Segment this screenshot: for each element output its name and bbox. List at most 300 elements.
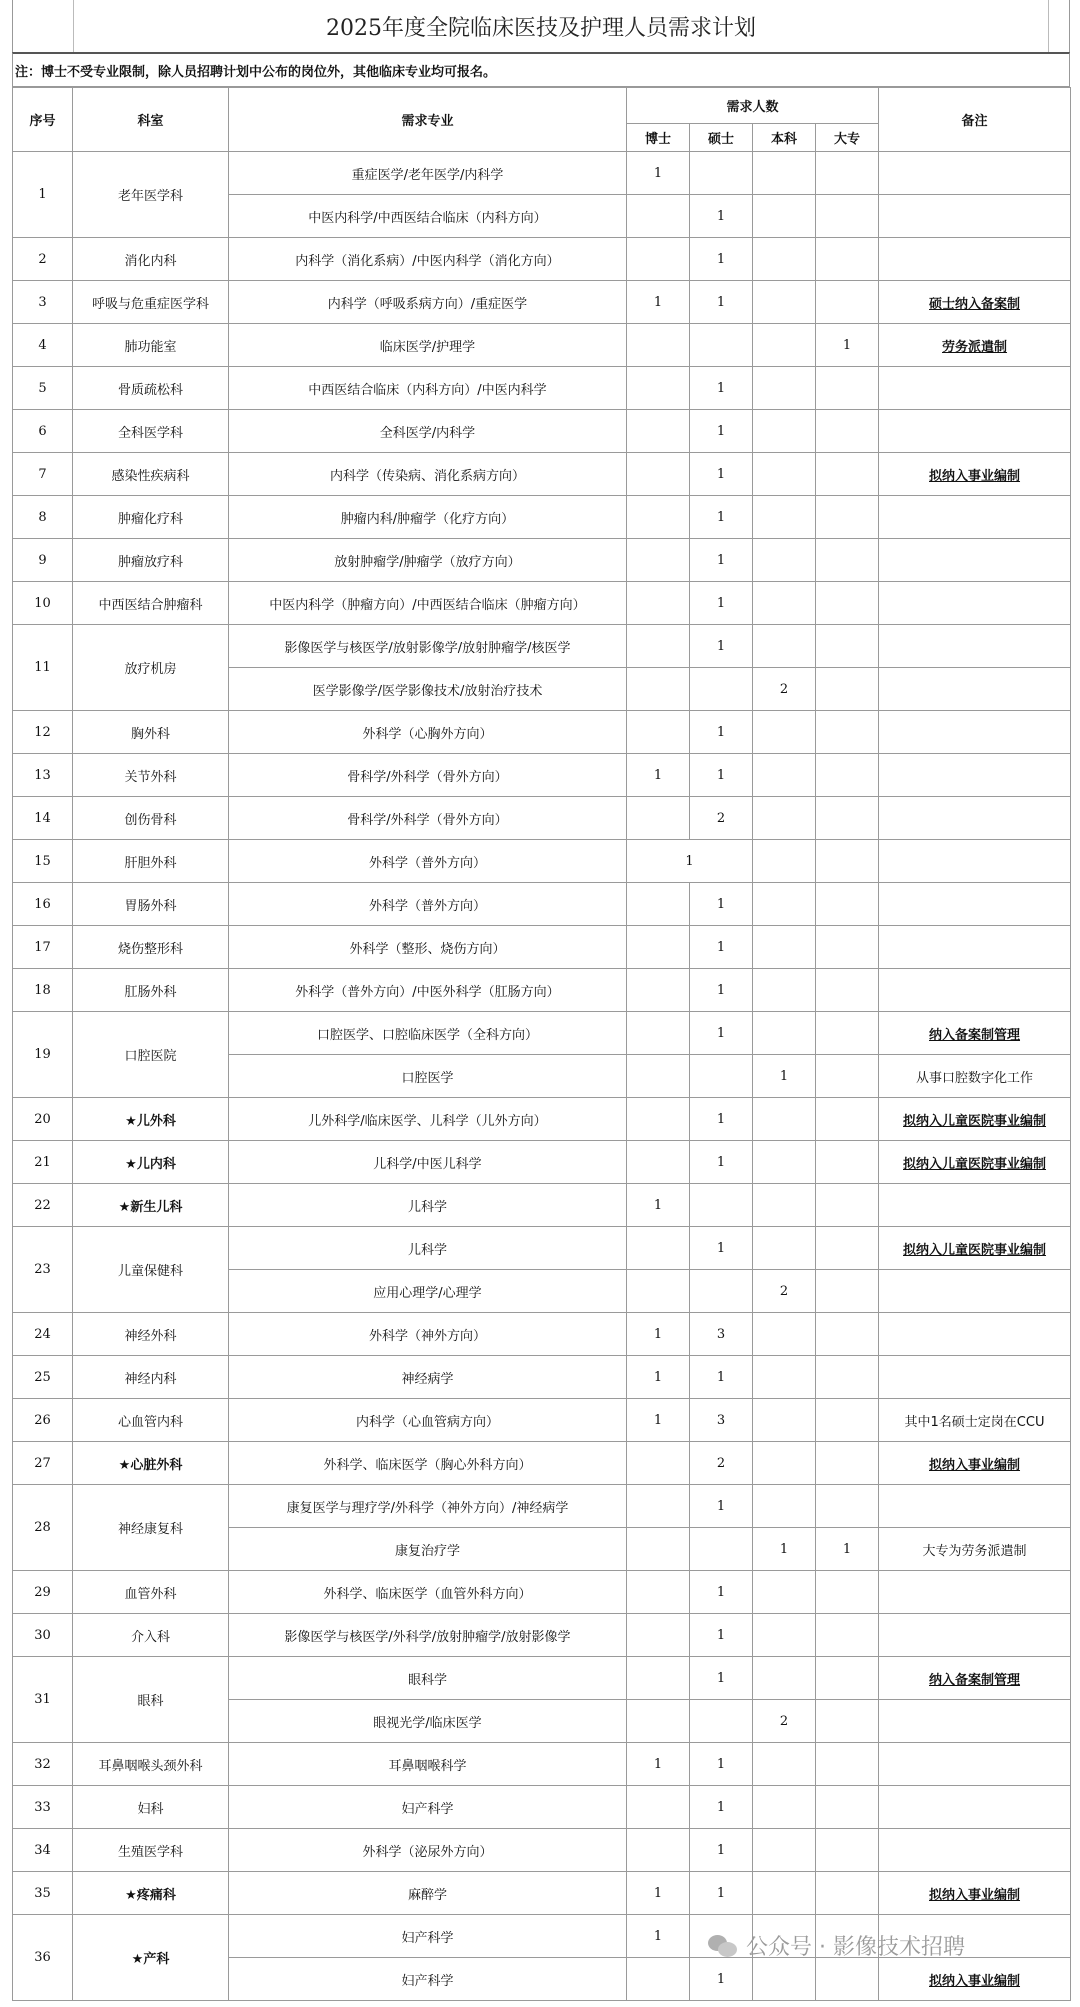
major-cell: 中西医结合临床（内科方向）/中医内科学 bbox=[229, 367, 627, 410]
major-cell: 肿瘤内科/肿瘤学（化疗方向） bbox=[229, 496, 627, 539]
count-cell-master: 1 bbox=[690, 1227, 753, 1270]
count-cell-phd bbox=[627, 582, 690, 625]
remark-cell: 拟纳入事业编制 bbox=[879, 1958, 1071, 2001]
seq-cell: 30 bbox=[13, 1614, 73, 1657]
count-cell-college bbox=[816, 1571, 879, 1614]
table-body bbox=[13, 152, 1071, 2001]
table-row bbox=[13, 1184, 1071, 1227]
remark-cell bbox=[879, 840, 1071, 883]
major-cell: 儿外科学/临床医学、儿科学（儿外方向） bbox=[229, 1098, 627, 1141]
count-cell-college bbox=[816, 883, 879, 926]
header-dept: 科室 bbox=[73, 88, 229, 152]
count-cell-master: 3 bbox=[690, 1399, 753, 1442]
count-cell-college bbox=[816, 797, 879, 840]
major-cell: 眼视光学/临床医学 bbox=[229, 1700, 627, 1743]
dept-cell: 烧伤整形科 bbox=[73, 926, 229, 969]
table-row bbox=[13, 1098, 1071, 1141]
count-cell-phd: 1 bbox=[627, 1356, 690, 1399]
count-cell-bachelor bbox=[753, 410, 816, 453]
dept-cell: 神经康复科 bbox=[73, 1485, 229, 1571]
major-cell: 临床医学/护理学 bbox=[229, 324, 627, 367]
count-cell-bachelor bbox=[753, 1872, 816, 1915]
header-bachelor: 本科 bbox=[753, 124, 816, 152]
count-cell-college bbox=[816, 1141, 879, 1184]
count-cell-phd bbox=[627, 668, 690, 711]
seq-cell: 11 bbox=[13, 625, 73, 711]
count-cell-master: 1 bbox=[690, 1958, 753, 2001]
table-row bbox=[13, 1012, 1071, 1055]
dept-cell: 肺功能室 bbox=[73, 324, 229, 367]
seq-cell: 17 bbox=[13, 926, 73, 969]
count-cell-master bbox=[690, 1055, 753, 1098]
count-cell-college bbox=[816, 1227, 879, 1270]
count-cell-phd: 1 bbox=[627, 281, 690, 324]
count-cell-bachelor bbox=[753, 582, 816, 625]
count-cell-phd: 1 bbox=[627, 1184, 690, 1227]
count-cell-phd bbox=[627, 1657, 690, 1700]
table-row bbox=[13, 367, 1071, 410]
seq-cell: 5 bbox=[13, 367, 73, 410]
count-cell-bachelor bbox=[753, 797, 816, 840]
major-cell: 外科学、临床医学（血管外科方向） bbox=[229, 1571, 627, 1614]
count-cell-phd bbox=[627, 324, 690, 367]
count-cell-bachelor bbox=[753, 367, 816, 410]
dept-cell: 创伤骨科 bbox=[73, 797, 229, 840]
major-cell: 内科学（呼吸系病方向）/重症医学 bbox=[229, 281, 627, 324]
remark-cell bbox=[879, 797, 1071, 840]
count-cell-master: 1 bbox=[690, 453, 753, 496]
remark-cell bbox=[879, 1614, 1071, 1657]
remark-cell bbox=[879, 668, 1071, 711]
count-cell-master: 1 bbox=[690, 496, 753, 539]
count-cell-master: 1 bbox=[690, 625, 753, 668]
seq-cell: 28 bbox=[13, 1485, 73, 1571]
count-cell-college bbox=[816, 1012, 879, 1055]
seq-cell: 4 bbox=[13, 324, 73, 367]
count-cell-college bbox=[816, 152, 879, 195]
major-cell: 口腔医学、口腔临床医学（全科方向） bbox=[229, 1012, 627, 1055]
count-cell-master: 1 bbox=[690, 1614, 753, 1657]
remark-cell bbox=[879, 1485, 1071, 1528]
count-cell-phd bbox=[627, 1614, 690, 1657]
major-cell: 全科医学/内科学 bbox=[229, 410, 627, 453]
count-cell-bachelor bbox=[753, 1829, 816, 1872]
count-cell-bachelor bbox=[753, 1958, 816, 2001]
seq-cell: 23 bbox=[13, 1227, 73, 1313]
dept-cell: ★儿内科 bbox=[73, 1141, 229, 1184]
count-cell-college bbox=[816, 1055, 879, 1098]
major-cell: 内科学（消化系病）/中医内科学（消化方向） bbox=[229, 238, 627, 281]
count-cell-phd: 1 bbox=[627, 1915, 690, 1958]
count-cell-bachelor bbox=[753, 1141, 816, 1184]
count-cell-phd: 1 bbox=[627, 1743, 690, 1786]
dept-cell: 肛肠外科 bbox=[73, 969, 229, 1012]
count-cell-college bbox=[816, 410, 879, 453]
remark-cell bbox=[879, 1700, 1071, 1743]
count-cell-master: 1 bbox=[690, 539, 753, 582]
table-row bbox=[13, 1614, 1071, 1657]
count-cell-bachelor bbox=[753, 539, 816, 582]
dept-cell: 呼吸与危重症医学科 bbox=[73, 281, 229, 324]
major-cell: 儿科学 bbox=[229, 1227, 627, 1270]
count-cell-college: 1 bbox=[816, 1528, 879, 1571]
count-cell-bachelor bbox=[753, 969, 816, 1012]
major-cell: 内科学（传染病、消化系病方向） bbox=[229, 453, 627, 496]
dept-cell: 血管外科 bbox=[73, 1571, 229, 1614]
count-cell-master: 1 bbox=[690, 1829, 753, 1872]
count-cell-bachelor bbox=[753, 926, 816, 969]
major-cell: 儿科学 bbox=[229, 1184, 627, 1227]
table-row bbox=[13, 1786, 1071, 1829]
count-cell-phd bbox=[627, 625, 690, 668]
remark-cell bbox=[879, 1356, 1071, 1399]
remark-cell: 硕士纳入备案制 bbox=[879, 281, 1071, 324]
count-cell-bachelor bbox=[753, 1657, 816, 1700]
major-cell: 外科学（普外方向）/中医外科学（肛肠方向） bbox=[229, 969, 627, 1012]
table-row bbox=[13, 1571, 1071, 1614]
remark-cell bbox=[879, 195, 1071, 238]
table-row bbox=[13, 324, 1071, 367]
seq-cell: 26 bbox=[13, 1399, 73, 1442]
table-row bbox=[13, 797, 1071, 840]
count-cell-phd bbox=[627, 1958, 690, 2001]
count-cell-master: 1 bbox=[690, 367, 753, 410]
table-row bbox=[13, 1399, 1071, 1442]
dept-cell: 肿瘤放疗科 bbox=[73, 539, 229, 582]
count-cell-master bbox=[690, 1184, 753, 1227]
count-cell-master bbox=[690, 668, 753, 711]
count-cell-bachelor bbox=[753, 195, 816, 238]
count-cell-college bbox=[816, 668, 879, 711]
seq-cell: 22 bbox=[13, 1184, 73, 1227]
dept-cell: 介入科 bbox=[73, 1614, 229, 1657]
major-cell: 外科学、临床医学（胸心外科方向） bbox=[229, 1442, 627, 1485]
count-cell-master: 3 bbox=[690, 1313, 753, 1356]
count-cell-master: 1 bbox=[690, 1485, 753, 1528]
count-cell-college bbox=[816, 969, 879, 1012]
dept-cell: 胃肠外科 bbox=[73, 883, 229, 926]
major-cell: 儿科学/中医儿科学 bbox=[229, 1141, 627, 1184]
table-row bbox=[13, 1872, 1071, 1915]
dept-cell: ★产科 bbox=[73, 1915, 229, 2001]
count-cell-phd: 1 bbox=[627, 152, 690, 195]
major-cell: 医学影像学/医学影像技术/放射治疗技术 bbox=[229, 668, 627, 711]
dept-cell: 眼科 bbox=[73, 1657, 229, 1743]
count-cell-college bbox=[816, 1184, 879, 1227]
major-cell: 外科学（普外方向） bbox=[229, 840, 627, 883]
demand-table bbox=[12, 87, 1071, 2001]
remark-cell bbox=[879, 1743, 1071, 1786]
table-row bbox=[13, 883, 1071, 926]
count-cell-phd bbox=[627, 453, 690, 496]
major-cell: 眼科学 bbox=[229, 1657, 627, 1700]
table-row bbox=[13, 1485, 1071, 1528]
count-cell-master: 1 bbox=[690, 711, 753, 754]
count-cell-phd bbox=[627, 711, 690, 754]
major-cell: 耳鼻咽喉科学 bbox=[229, 1743, 627, 1786]
dept-cell: 耳鼻咽喉头颈外科 bbox=[73, 1743, 229, 1786]
major-cell: 影像医学与核医学/放射影像学/放射肿瘤学/核医学 bbox=[229, 625, 627, 668]
count-cell-college bbox=[816, 1442, 879, 1485]
count-cell-master: 1 bbox=[690, 926, 753, 969]
dept-cell: ★心脏外科 bbox=[73, 1442, 229, 1485]
seq-cell: 25 bbox=[13, 1356, 73, 1399]
count-cell-master: 2 bbox=[690, 797, 753, 840]
major-cell: 妇产科学 bbox=[229, 1786, 627, 1829]
dept-cell: 感染性疾病科 bbox=[73, 453, 229, 496]
count-cell-phd: 1 bbox=[627, 754, 690, 797]
remark-cell bbox=[879, 367, 1071, 410]
major-cell: 影像医学与核医学/外科学/放射肿瘤学/放射影像学 bbox=[229, 1614, 627, 1657]
count-cell-phd bbox=[627, 1786, 690, 1829]
remark-cell bbox=[879, 496, 1071, 539]
remark-cell: 纳入备案制管理 bbox=[879, 1657, 1071, 1700]
seq-cell: 3 bbox=[13, 281, 73, 324]
count-cell-master: 1 bbox=[690, 1743, 753, 1786]
count-cell-phd bbox=[627, 797, 690, 840]
table-row bbox=[13, 625, 1071, 668]
count-cell-college bbox=[816, 926, 879, 969]
remark-cell bbox=[879, 410, 1071, 453]
count-cell-bachelor bbox=[753, 1442, 816, 1485]
table-row bbox=[13, 238, 1071, 281]
major-cell: 中医内科学/中西医结合临床（内科方向） bbox=[229, 195, 627, 238]
count-cell-college bbox=[816, 539, 879, 582]
count-cell-college bbox=[816, 496, 879, 539]
table-row bbox=[13, 1313, 1071, 1356]
count-cell-college bbox=[816, 1958, 879, 2001]
remark-cell: 拟纳入事业编制 bbox=[879, 1442, 1071, 1485]
table-row bbox=[13, 582, 1071, 625]
seq-cell: 24 bbox=[13, 1313, 73, 1356]
dept-cell: ★新生儿科 bbox=[73, 1184, 229, 1227]
count-cell-college bbox=[816, 1700, 879, 1743]
count-cell-bachelor bbox=[753, 1313, 816, 1356]
dept-cell: 儿童保健科 bbox=[73, 1227, 229, 1313]
seq-cell: 32 bbox=[13, 1743, 73, 1786]
seq-cell: 15 bbox=[13, 840, 73, 883]
seq-cell: 9 bbox=[13, 539, 73, 582]
remark-cell bbox=[879, 1571, 1071, 1614]
seq-cell: 10 bbox=[13, 582, 73, 625]
count-cell-master: 1 bbox=[690, 969, 753, 1012]
count-cell-master: 1 bbox=[690, 883, 753, 926]
major-cell: 康复治疗学 bbox=[229, 1528, 627, 1571]
dept-cell: 全科医学科 bbox=[73, 410, 229, 453]
major-cell: 放射肿瘤学/肿瘤学（放疗方向） bbox=[229, 539, 627, 582]
seq-cell: 36 bbox=[13, 1915, 73, 2001]
major-cell: 外科学（普外方向） bbox=[229, 883, 627, 926]
table-row bbox=[13, 754, 1071, 797]
seq-cell: 18 bbox=[13, 969, 73, 1012]
table-row bbox=[13, 926, 1071, 969]
count-cell-bachelor bbox=[753, 1184, 816, 1227]
count-cell-college bbox=[816, 1657, 879, 1700]
count-cell-phd bbox=[627, 367, 690, 410]
remark-cell: 拟纳入儿童医院事业编制 bbox=[879, 1227, 1071, 1270]
count-cell-phd bbox=[627, 1485, 690, 1528]
dept-cell: 老年医学科 bbox=[73, 152, 229, 238]
count-cell-bachelor bbox=[753, 1485, 816, 1528]
count-cell-phd bbox=[627, 496, 690, 539]
major-cell: 外科学（神外方向） bbox=[229, 1313, 627, 1356]
count-cell-college bbox=[816, 754, 879, 797]
dept-cell: 胸外科 bbox=[73, 711, 229, 754]
seq-cell: 14 bbox=[13, 797, 73, 840]
remark-cell: 劳务派遣制 bbox=[879, 324, 1071, 367]
dept-cell: 神经内科 bbox=[73, 1356, 229, 1399]
count-cell-phd: 1 bbox=[627, 1399, 690, 1442]
remark-cell: 大专为劳务派遣制 bbox=[879, 1528, 1071, 1571]
count-cell-phd bbox=[627, 1528, 690, 1571]
remark-cell: 纳入备案制管理 bbox=[879, 1012, 1071, 1055]
count-cell-bachelor bbox=[753, 1786, 816, 1829]
count-cell-bachelor bbox=[753, 238, 816, 281]
count-cell-college: 1 bbox=[816, 324, 879, 367]
count-cell-bachelor bbox=[753, 711, 816, 754]
count-cell-master: 1 bbox=[690, 1872, 753, 1915]
wechat-icon bbox=[708, 1931, 738, 1961]
count-cell-master: 1 bbox=[690, 582, 753, 625]
major-cell: 神经病学 bbox=[229, 1356, 627, 1399]
dept-cell: 肝胆外科 bbox=[73, 840, 229, 883]
count-cell-master bbox=[690, 1270, 753, 1313]
count-cell-college bbox=[816, 238, 879, 281]
major-cell: 外科学（整形、烧伤方向） bbox=[229, 926, 627, 969]
count-cell-bachelor bbox=[753, 496, 816, 539]
table-row bbox=[13, 453, 1071, 496]
count-cell-master: 1 bbox=[690, 1657, 753, 1700]
count-cell-phd: 1 bbox=[627, 1872, 690, 1915]
table-row bbox=[13, 1141, 1071, 1184]
count-cell-college bbox=[816, 195, 879, 238]
table-row bbox=[13, 1657, 1071, 1700]
count-cell-college bbox=[816, 367, 879, 410]
major-cell: 应用心理学/心理学 bbox=[229, 1270, 627, 1313]
count-cell-phd bbox=[627, 1012, 690, 1055]
count-cell-bachelor bbox=[753, 883, 816, 926]
count-cell-bachelor bbox=[753, 1399, 816, 1442]
count-cell-phd bbox=[627, 1829, 690, 1872]
seq-cell: 19 bbox=[13, 1012, 73, 1098]
dept-cell: 骨质疏松科 bbox=[73, 367, 229, 410]
remark-cell: 拟纳入儿童医院事业编制 bbox=[879, 1098, 1071, 1141]
remark-cell: 其中1名硕士定岗在CCU bbox=[879, 1399, 1071, 1442]
dept-cell: 生殖医学科 bbox=[73, 1829, 229, 1872]
count-cell-master: 1 bbox=[690, 754, 753, 797]
count-cell-bachelor bbox=[753, 625, 816, 668]
remark-cell bbox=[879, 883, 1071, 926]
remark-cell bbox=[879, 711, 1071, 754]
major-cell: 口腔医学 bbox=[229, 1055, 627, 1098]
major-cell: 骨科学/外科学（骨外方向） bbox=[229, 797, 627, 840]
count-cell-college bbox=[816, 1743, 879, 1786]
remark-cell bbox=[879, 754, 1071, 797]
count-cell-master: 1 bbox=[690, 1786, 753, 1829]
count-cell-college bbox=[816, 1098, 879, 1141]
remark-cell bbox=[879, 539, 1071, 582]
count-cell-bachelor bbox=[753, 1012, 816, 1055]
major-cell: 重症医学/老年医学/内科学 bbox=[229, 152, 627, 195]
table-row bbox=[13, 1227, 1071, 1270]
table-row bbox=[13, 410, 1071, 453]
dept-cell: 关节外科 bbox=[73, 754, 229, 797]
count-cell-master bbox=[690, 324, 753, 367]
watermark-text: 公众号 · 影像技术招聘 bbox=[746, 1935, 965, 1960]
count-cell-college bbox=[816, 840, 879, 883]
count-cell-master: 1 bbox=[690, 195, 753, 238]
requirement-sheet bbox=[12, 0, 1070, 2001]
count-cell-master: 1 bbox=[690, 1356, 753, 1399]
seq-cell: 34 bbox=[13, 1829, 73, 1872]
count-cell-phd bbox=[627, 1227, 690, 1270]
major-cell: 康复医学与理疗学/外科学（神外方向）/神经病学 bbox=[229, 1485, 627, 1528]
table-row bbox=[13, 711, 1071, 754]
count-cell-college bbox=[816, 711, 879, 754]
dept-cell: 肿瘤化疗科 bbox=[73, 496, 229, 539]
table-row bbox=[13, 969, 1071, 1012]
count-cell-college bbox=[816, 1485, 879, 1528]
count-cell-phd bbox=[627, 926, 690, 969]
count-cell: 1 bbox=[627, 840, 753, 883]
header-phd: 博士 bbox=[627, 124, 690, 152]
count-cell-college bbox=[816, 281, 879, 324]
count-cell-master bbox=[690, 1700, 753, 1743]
remark-cell: 拟纳入儿童医院事业编制 bbox=[879, 1141, 1071, 1184]
note: 注：博士不受专业限制，除人员招聘计划中公布的岗位外，其他临床专业均可报名。 bbox=[12, 52, 1070, 87]
dept-cell: ★儿外科 bbox=[73, 1098, 229, 1141]
count-cell-bachelor bbox=[753, 1743, 816, 1786]
seq-cell: 29 bbox=[13, 1571, 73, 1614]
count-cell-master: 1 bbox=[690, 1098, 753, 1141]
remark-cell bbox=[879, 1184, 1071, 1227]
count-cell-bachelor bbox=[753, 453, 816, 496]
major-cell: 中医内科学（肿瘤方向）/中西医结合临床（肿瘤方向） bbox=[229, 582, 627, 625]
major-cell: 妇产科学 bbox=[229, 1915, 627, 1958]
table-row bbox=[13, 281, 1071, 324]
count-cell-phd: 1 bbox=[627, 1313, 690, 1356]
major-cell: 外科学（泌尿外方向） bbox=[229, 1829, 627, 1872]
dept-cell: ★疼痛科 bbox=[73, 1872, 229, 1915]
count-cell-bachelor: 2 bbox=[753, 668, 816, 711]
count-cell-college bbox=[816, 1356, 879, 1399]
count-cell-master bbox=[690, 152, 753, 195]
count-cell-college bbox=[816, 582, 879, 625]
header-remark: 备注 bbox=[879, 88, 1071, 152]
remark-cell bbox=[879, 152, 1071, 195]
count-cell-college bbox=[816, 1614, 879, 1657]
count-cell-college bbox=[816, 453, 879, 496]
dept-cell: 放疗机房 bbox=[73, 625, 229, 711]
seq-cell: 16 bbox=[13, 883, 73, 926]
seq-cell: 31 bbox=[13, 1657, 73, 1743]
count-cell-phd bbox=[627, 539, 690, 582]
count-cell-master: 1 bbox=[690, 1571, 753, 1614]
count-cell-bachelor bbox=[753, 754, 816, 797]
major-cell: 妇产科学 bbox=[229, 1958, 627, 2001]
header-seq: 序号 bbox=[13, 88, 73, 152]
count-cell-college bbox=[816, 1399, 879, 1442]
seq-cell: 7 bbox=[13, 453, 73, 496]
remark-cell bbox=[879, 238, 1071, 281]
count-cell-college bbox=[816, 1786, 879, 1829]
count-cell-phd bbox=[627, 238, 690, 281]
table-row bbox=[13, 1356, 1071, 1399]
seq-cell: 13 bbox=[13, 754, 73, 797]
seq-cell: 33 bbox=[13, 1786, 73, 1829]
remark-cell bbox=[879, 582, 1071, 625]
header-demand: 需求人数 bbox=[627, 88, 879, 124]
